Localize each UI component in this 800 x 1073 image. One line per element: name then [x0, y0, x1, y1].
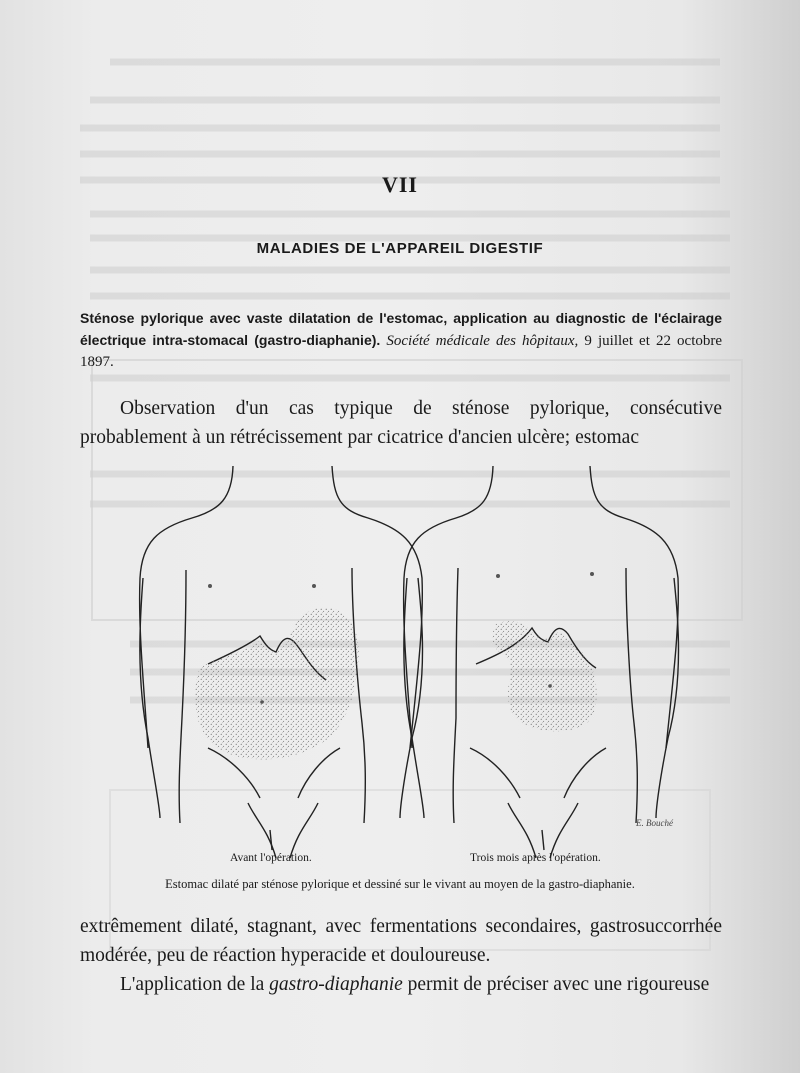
artist-signature: E. Bouché — [636, 818, 673, 828]
figure-caption: Estomac dilaté par sténose pylorique et dessiné sur le vivant au moyen de la gastro-diaphanie. — [165, 877, 635, 891]
figure-torso-drawings — [100, 458, 700, 878]
caption-after: Trois mois après l'opération. — [470, 852, 601, 864]
stomach-after — [493, 621, 597, 731]
stomach-before — [195, 608, 359, 760]
section-title: MALADIES DE L'APPAREIL DIGESTIF — [256, 240, 544, 257]
paragraph-observation: Observation d'un cas typique de sténose pylorique, consécutive probablement à un rétrécissement par cicatrice d'ancien ulcère; estomac — [80, 398, 722, 448]
paragraph-text-b-italic: gastro-diaphanie — [269, 974, 403, 995]
bibliographic-reference — [80, 308, 722, 373]
paragraph-continuation — [80, 912, 722, 999]
reference-journal: Société médicale des hôpitaux, — [386, 333, 579, 349]
reference-title: Sténose pylorique avec vaste dilatation de l'estomac, application au diagnostic de l'éclairage électrique intra-stomacal (gastro-diaphanie). — [80, 310, 722, 348]
paragraph-text-b-start: L'application de la — [120, 974, 265, 995]
paragraph-text-b-end: permit de préciser avec une rigoureuse — [407, 974, 710, 995]
chapter-number: VII — [381, 172, 418, 197]
caption-before: Avant l'opération. — [230, 852, 312, 864]
reference-dates: 9 juillet et 22 octobre 1897. — [80, 333, 723, 370]
paragraph-text-a: extrêmement dilaté, stagnant, avec fermentations secondaires, gastrosuccorrhée modérée, peu de réaction hyperacide et douloureuse. — [80, 916, 722, 966]
